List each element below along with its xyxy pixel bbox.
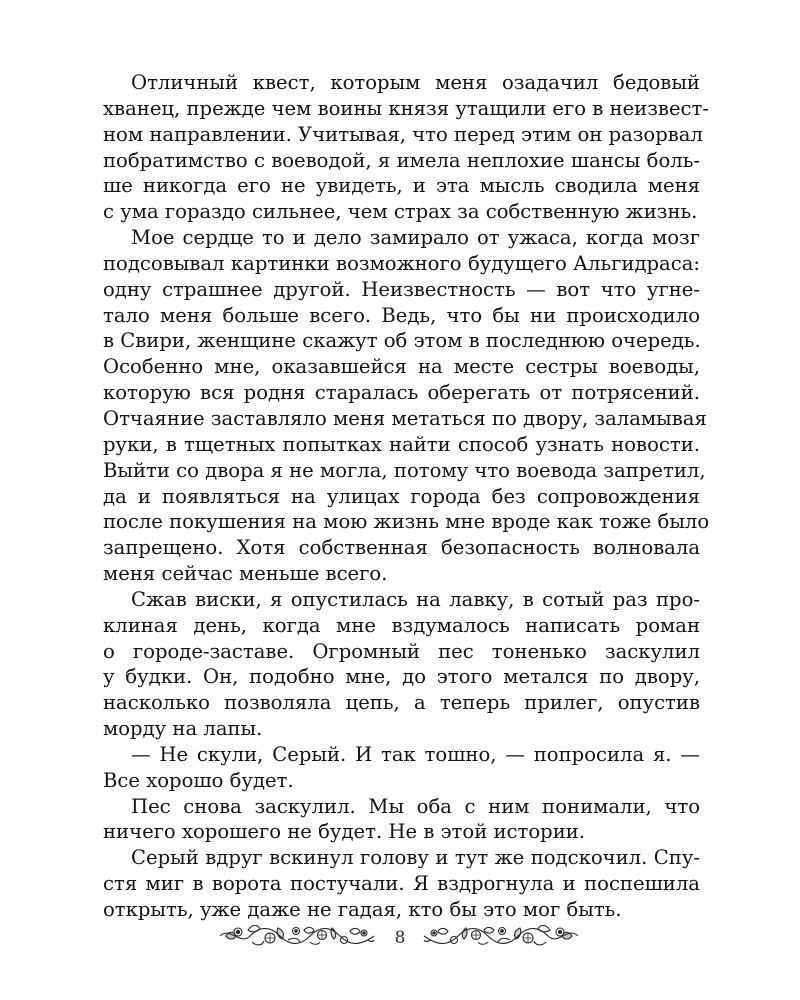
paragraph <box>103 587 700 742</box>
floral-vine-ornament-icon <box>218 920 376 955</box>
text-line: морду на лапы. <box>103 717 263 741</box>
page-number: 8 <box>394 928 406 948</box>
text-line: в Свири, женщине скажут об этом в последнюю очередь. <box>103 329 701 353</box>
floral-vine-ornament-icon <box>422 920 580 955</box>
text-line: с ума гораздо сильнее, чем страх за собственную жизнь. <box>103 200 698 224</box>
dialogue-paragraph <box>103 742 700 794</box>
text-line: запрещено. Хотя собственная безопасность волновала <box>103 536 700 560</box>
text-line: одну страшнее другой. Неизвестность — вот что угне- <box>103 277 700 301</box>
text-line: Отличный квест, которым меня озадачил бедовый <box>131 71 700 94</box>
page-footer <box>0 920 800 960</box>
text-line: — Не скули, Серый. И так тошно, — попросила я. — <box>131 742 700 766</box>
text-line: побратимство с воеводой, я имела неплохие шансы боль- <box>103 148 700 172</box>
paragraph <box>103 225 710 587</box>
text-line: ничего хорошего не будет. Не в этой истории. <box>103 820 586 844</box>
text-line: меня сейчас меньше всего. <box>103 562 388 586</box>
text-line: Особенно мне, оказавшейся на месте сестры воеводы, <box>103 355 700 379</box>
text-line: ше никогда его не увидеть, и эта мысль сводила меня <box>103 174 700 198</box>
book-page-text <box>103 70 710 923</box>
text-line: у будки. Он, подобно мне, до этого метался по двору, <box>103 665 700 689</box>
text-line: о городе-заставе. Огромный пес тоненько заскулил <box>103 639 700 663</box>
text-line: открыть, уже даже не гадая, кто бы это мог быть. <box>103 898 622 921</box>
text-line: насколько позволяла цепь, а теперь прилег, опустив <box>103 691 700 715</box>
paragraph <box>103 794 700 846</box>
text-line: Пес снова заскулил. Мы оба с ним понимали, что <box>131 794 700 818</box>
text-line: после покушения на мою жизнь мне вроде как тоже было <box>103 510 710 534</box>
text-line: Отчаяние заставляло меня метаться по двору, заламывая <box>103 406 707 430</box>
text-line: хванец, прежде чем воины князя утащили его в неизвест- <box>103 96 709 120</box>
text-line: да и появляться на улицах города без сопровождения <box>103 484 700 508</box>
text-line: Сжав виски, я опустилась на лавку, в сотый раз про- <box>131 587 700 611</box>
text-line: стя миг в ворота постучали. Я вздрогнула и поспешила <box>103 872 700 896</box>
text-line: тало меня больше всего. Ведь, что бы ни происходило <box>103 303 700 327</box>
text-line: подсовывал картинки возможного будущего Альгидраса: <box>103 251 700 275</box>
text-line: Все хорошо будет. <box>103 768 294 792</box>
text-line: руки, в тщетных попытках найти способ узнать новости. <box>103 432 700 456</box>
paragraph <box>103 70 709 225</box>
text-line: клиная день, когда мне вздумалось написать роман <box>103 613 700 637</box>
text-line: ном направлении. Учитывая, что перед этим он разорвал <box>103 122 703 146</box>
text-line: которую вся родня старалась оберегать от потрясений. <box>103 381 700 405</box>
text-line: Выйти со двора я не могла, потому что воевода запретил, <box>103 458 706 482</box>
text-line: Мое сердце то и дело замирало от ужаса, когда мозг <box>131 226 700 250</box>
text-line: Серый вдруг вскинул голову и тут же подскочил. Спу- <box>131 846 700 870</box>
paragraph <box>103 845 700 923</box>
